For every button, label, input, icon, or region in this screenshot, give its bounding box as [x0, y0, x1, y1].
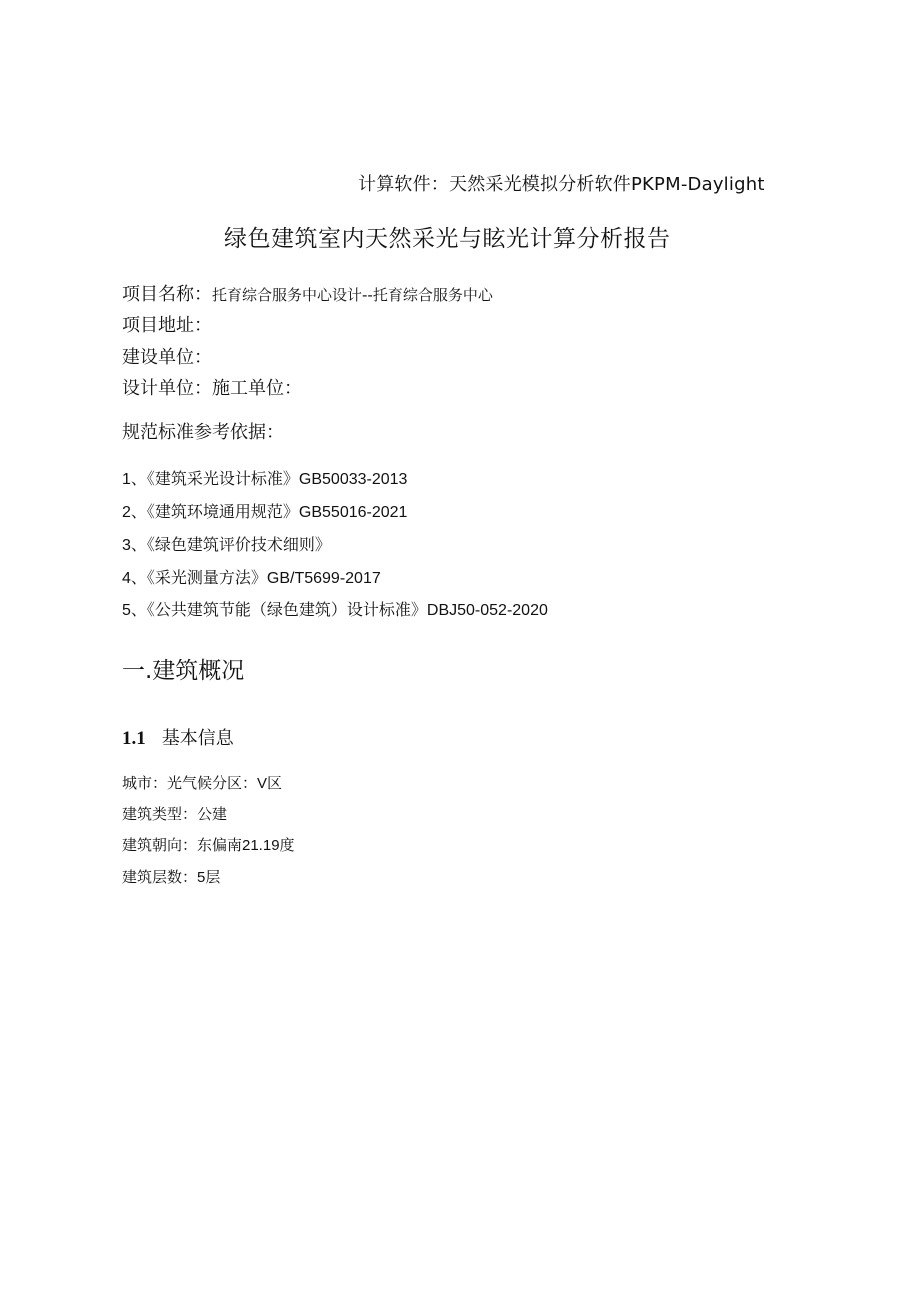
contractor-label: 施工单位：: [212, 378, 302, 399]
building-orientation-line: 建筑朝向：东偏南21.19度: [122, 837, 295, 854]
reference-item: 3、《绿色建筑评价技术细则》: [122, 537, 331, 554]
subsection-heading: [122, 724, 234, 750]
section-heading: 一.建筑概况: [122, 658, 245, 684]
project-name-label: 项目名称：: [122, 284, 212, 305]
project-name-line: [122, 280, 493, 306]
project-address-line: [122, 311, 212, 337]
builder-label: 建设单位：: [122, 347, 212, 368]
project-name-value: 托育综合服务中心设计--托育综合服务中心: [212, 286, 493, 304]
reference-item: 1、《建筑采光设计标准》GB50033-2013: [122, 471, 408, 488]
reference-item: 2、《建筑环境通用规范》GB55016-2021: [122, 504, 408, 521]
building-floors-line: 建筑层数：5层: [122, 869, 221, 886]
project-address-label: 项目地址：: [122, 315, 212, 336]
software-line: 计算软件：天然采光模拟分析软件PKPM-Daylight: [358, 174, 765, 195]
references-heading: 规范标准参考依据：: [122, 422, 284, 443]
building-type-line: 建筑类型：公建: [122, 806, 228, 823]
subsection-number: 1.1: [122, 728, 146, 749]
report-title: 绿色建筑室内天然采光与眩光计算分析报告: [224, 226, 671, 252]
subsection-title: 基本信息: [161, 728, 234, 749]
designer-label: 设计单位：: [122, 378, 212, 399]
designer-contractor-line: [122, 374, 302, 400]
reference-item: 4、《采光测量方法》GB/T5699-2017: [122, 570, 381, 587]
city-line: 城市：光气候分区：V区: [122, 775, 283, 792]
reference-item: 5、《公共建筑节能（绿色建筑）设计标准》DBJ50-052-2020: [122, 602, 548, 619]
builder-line: [122, 343, 212, 369]
